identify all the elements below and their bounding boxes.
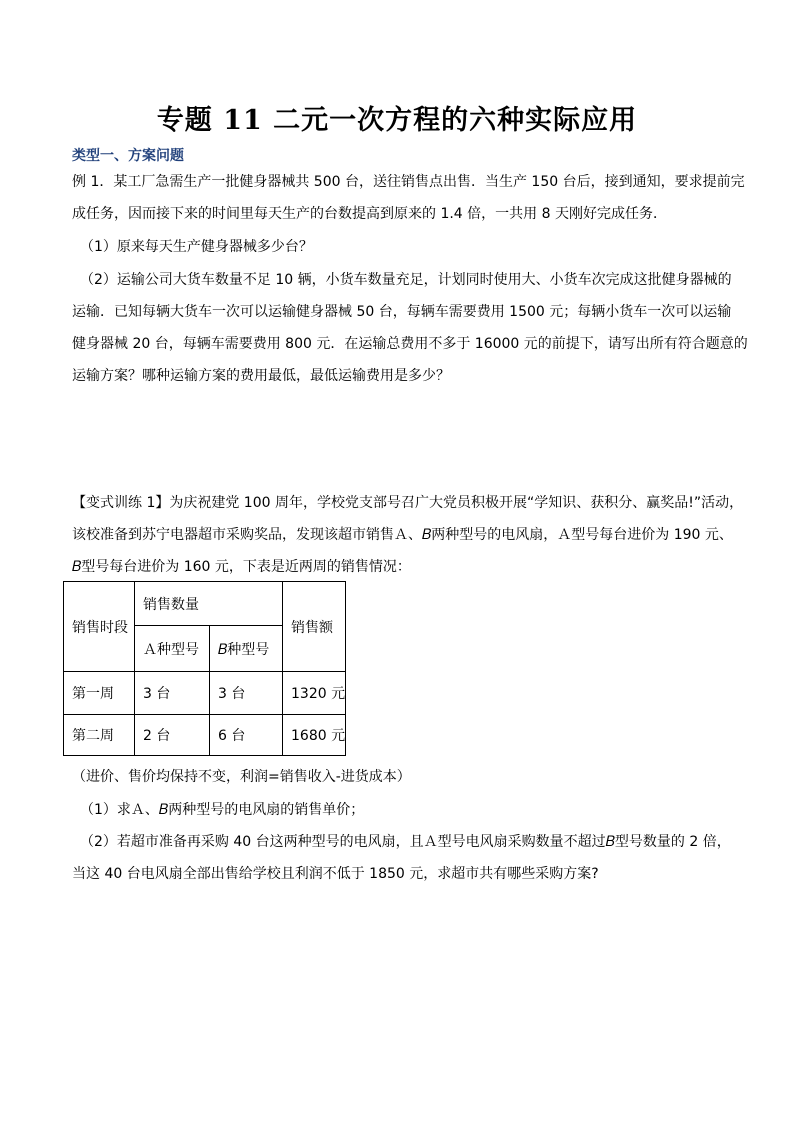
variant-1-question-1: （1）求Ａ、𝐵两种型号的电风扇的销售单价； bbox=[80, 802, 365, 818]
table-cell-amount: 1320 元 bbox=[283, 672, 346, 715]
variant-1-note: （进价、售价均保持不变，利润=销售收入-进货成本） bbox=[72, 769, 411, 785]
variant-1-line: 【变式训练 1】为庆祝建党 100 周年，学校党支部号召广大党员积极开展“学知识、获积分、赢奖品!”活动， bbox=[72, 495, 744, 511]
header-sales-amount: 销售额 bbox=[283, 582, 346, 672]
header-sales-quantity: 销售数量 bbox=[135, 582, 283, 626]
header-type-b: 𝐵种型号 bbox=[210, 626, 283, 672]
sales-table bbox=[63, 581, 346, 756]
variant-1-question-2-line: 当这 40 台电风扇全部出售给学校且利润不低于 1850 元，求超市共有哪些采购方案? bbox=[72, 866, 599, 882]
table-cell-a: 3 台 bbox=[135, 672, 210, 715]
example-1-line: 例 1．某工厂急需生产一批健身器械共 500 台，送往销售点出售．当生产 150 台后，接到通知，要求提前完 bbox=[72, 174, 745, 190]
example-1-line: 成任务，因而接下来的时间里每天生产的台数提高到原来的 1.4 倍，一共用 8 天刚好完成任务． bbox=[72, 206, 667, 222]
example-1-question-1: （1）原来每天生产健身器械多少台？ bbox=[80, 239, 313, 255]
example-1-question-2-line: 运输方案？哪种运输方案的费用最低，最低运输费用是多少？ bbox=[72, 368, 450, 384]
variant-1-line: 𝐵型号每台进价为 160 元，下表是近两周的销售情况： bbox=[72, 559, 411, 575]
table-cell-period: 第一周 bbox=[64, 672, 135, 715]
variant-1-question-2-line: （2）若超市准备再采购 40 台这两种型号的电风扇，且Ａ型号电风扇采购数量不超过𝐵型号数量的 2 倍， bbox=[80, 834, 731, 850]
page-title: 专题 11 二元一次方程的六种实际应用 bbox=[156, 105, 638, 136]
header-sales-period: 销售时段 bbox=[64, 582, 135, 672]
example-1-question-2-line: （2）运输公司大货车数量不足 10 辆，小货车数量充足，计划同时使用大、小货车次完成这批健身器械的 bbox=[80, 272, 732, 288]
example-1-question-2-line: 运输．已知每辆大货车一次可以运输健身器械 50 台，每辆车需要费用 1500 元；每辆小货车一次可以运输 bbox=[72, 304, 732, 320]
header-type-a: Ａ种型号 bbox=[135, 626, 210, 672]
table-cell-b: 3 台 bbox=[210, 672, 283, 715]
table-row bbox=[64, 715, 346, 756]
section-heading: 类型一、方案问题 bbox=[72, 148, 184, 164]
table-cell-amount: 1680 元 bbox=[283, 715, 346, 756]
table-cell-period: 第二周 bbox=[64, 715, 135, 756]
table-cell-a: 2 台 bbox=[135, 715, 210, 756]
variant-1-line: 该校准备到苏宁电器超市采购奖品，发现该超市销售Ａ、𝐵两种型号的电风扇，Ａ型号每台进价为 190 元、 bbox=[72, 527, 733, 543]
table-cell-b: 6 台 bbox=[210, 715, 283, 756]
table-header-row bbox=[64, 582, 346, 626]
table-row bbox=[64, 672, 346, 715]
example-1-question-2-line: 健身器械 20 台，每辆车需要费用 800 元．在运输总费用不多于 16000 元的前提下，请写出所有符合题意的 bbox=[72, 336, 748, 352]
